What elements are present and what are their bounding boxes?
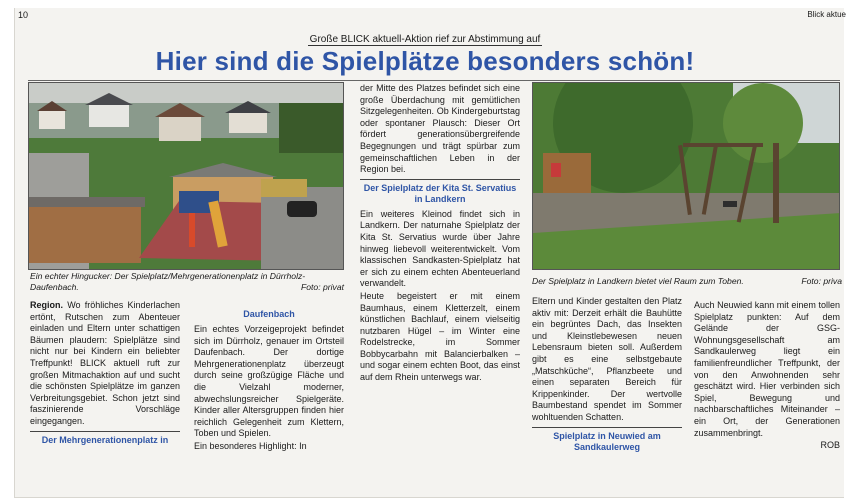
headline-rule: [28, 80, 840, 81]
rubric-text: Große BLICK aktuell-Aktion rief zur Abstimmung auf: [309, 34, 541, 45]
column-3-subhead: Der Spielplatz der Kita St. Servatius in Landkern: [360, 179, 520, 205]
column-3: [360, 83, 520, 385]
column-1-lead: Region.: [30, 300, 63, 310]
caption-landkern-text: Der Spielplatz in Landkern bietet viel Raum zum Toben.: [532, 276, 744, 286]
column-1-subhead: Der Mehrgenerationenplatz in: [30, 431, 180, 446]
caption-daufenbach-text: Ein echter Hingucker: Der Spielplatz/Mehrgenerationenplatz in Dürrholz-Daufenbach.: [30, 271, 306, 292]
brand-corner-label: Blick aktue: [807, 10, 846, 19]
column-4-subhead: Spielplatz in Neuwied am Sandkaulerweg: [532, 427, 682, 453]
column-1-text: Wo fröhliches Kinderlachen ertönt, Rutschen zum Abenteuer einladen und Eltern unter schattigen Bäumen plaudern: Spielplätze sind nicht nur bei Kindern ein beliebter Treffpunkt! BLICK aktuell ruft zur großen Mitmachaktion auf und sucht die schönsten Spielplätze im ganzen Verbreitungsgebiet. Schon jetzt sind faszinierende Vorschläge eingegangen.: [30, 300, 180, 426]
photo-daufenbach: [28, 82, 344, 270]
caption-landkern: [532, 276, 842, 287]
column-3-text-1: der Mitte des Platzes befindet sich eine große Überdachung mit gemütlichen Sitzgelegenheiten. Ob Kindergeburtstag oder spontaner Plausch: Dieser Ort fördert generationsübergreifende Begegnungen und trägt spürbar zum gemeinschaftlichen Leben in der Region bei.: [360, 83, 520, 175]
column-4-text: Eltern und Kinder gestalten den Platz aktiv mit: Derzeit erhält die Bauhütte ein begrüntes Dach, das Insekten und Kleinstlebewesen neuen Lebensraum bieten soll. Außerdem gibt es eine selbstgebaute „Matschküche“, Pflanzbeete und einen separaten Bereich für Krippenkinder. Der wertvolle Baumbestand spendet im Sommer wohltuenden Schatten.: [532, 296, 682, 422]
column-5: [694, 300, 840, 453]
rubric-line: [0, 34, 850, 45]
column-1-paragraph: [30, 300, 180, 428]
caption-daufenbach-credit: Foto: privat: [301, 282, 344, 292]
photo-daufenbach-image: [29, 83, 344, 270]
column-2-subhead: Daufenbach: [243, 309, 295, 319]
column-5-text: Auch Neuwied kann mit einem tollen Spielplatz punkten: Auf dem Gelände der GSG-Wohnungsgesellschaft am Sandkaulerweg liegt ein familienfreundlicher Treffpunkt, der von den Anwohnenden sehr geschätzt wird. Hier verbinden sich Spiel, Bewegung und nachbarschaftliches Miteinander – ein Ort, der Generationen zusammenbringt.: [694, 300, 840, 438]
column-2-text-2: Ein besonderes Highlight: In: [194, 440, 307, 451]
caption-daufenbach: [30, 271, 344, 293]
column-5-signature: ROB: [820, 440, 840, 451]
photo-landkern-image: [533, 83, 840, 270]
column-2: [194, 306, 344, 454]
column-4: [532, 296, 682, 457]
photo-landkern: [532, 82, 840, 270]
column-3-text-2: Ein weiteres Kleinod findet sich in Landkern. Der naturnahe Spielplatz der Kita St. Servatius wurde über Jahre hinweg liebevoll weiterentwickelt. Vom klassischen Sandkasten-Spielplatz hat er sich zu einem echten Abenteuerland verwandelt.: [360, 208, 520, 289]
page-number: 10: [18, 10, 29, 20]
headline: Hier sind die Spielplätze besonders schön!: [155, 46, 695, 76]
column-2-text-1: Ein echtes Vorzeigeprojekt befindet sich im Dürrholz, genauer im Ortsteil Daufenbach. Der dortige Mehrgenerationenplatz überzeugt durch seine großzügige Fläche und die Vielzahl moderner, abwechslungsreicher Spielgeräte. Kinder aller Altersgruppen finden hier reichlich Gelegenheit zum Klettern, Toben und Spielen.: [194, 324, 344, 439]
column-5-signature-line: [694, 440, 840, 452]
column-3-text-3: Heute begeistert er mit einem Baumhaus, einem Kletterzelt, einem künstlichen Bachlauf, einem vielseitig nutzbaren Hügel – im Winter eine Rodelstrecke, im Sommer Bobbycarbahn mit Balancierbalken – und sogar einem echten Boot, das einst auf dem Rhein unterwegs war.: [360, 290, 520, 383]
caption-landkern-credit: Foto: priva: [801, 276, 842, 286]
column-1: [30, 300, 180, 450]
